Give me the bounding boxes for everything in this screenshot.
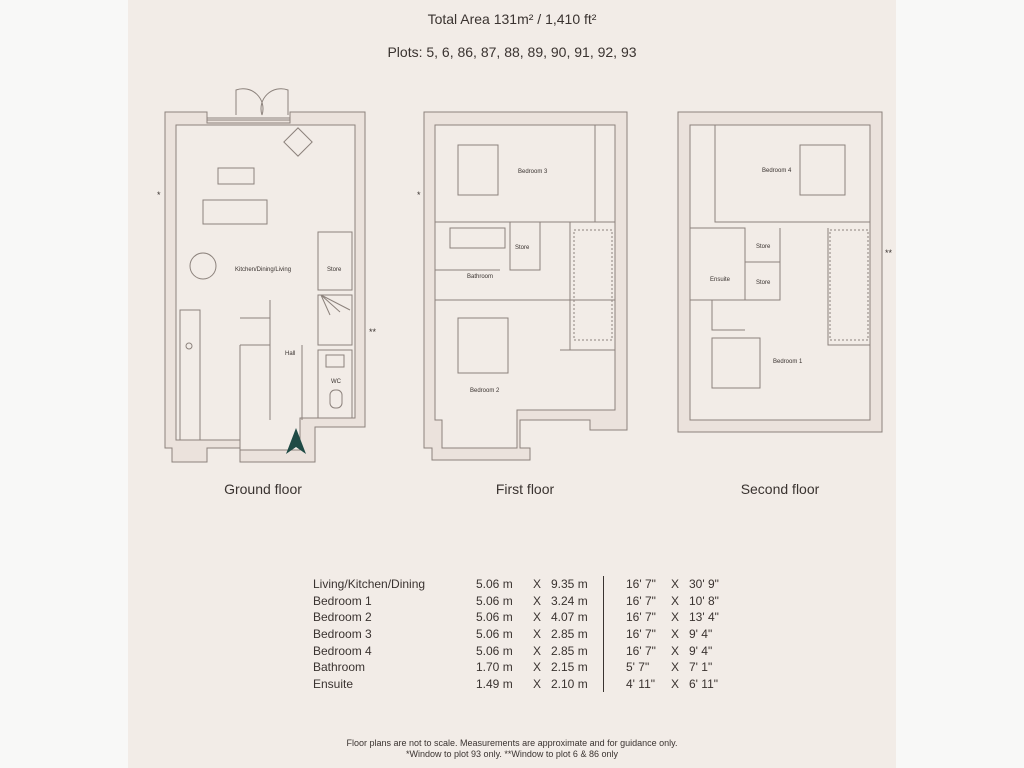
metric-length: 2.85 m: [551, 627, 588, 642]
imperial-length: 30' 9": [689, 577, 719, 592]
divider: [604, 609, 627, 626]
floor-label-first: First floor: [495, 481, 555, 497]
room-label: Store: [756, 280, 771, 286]
times-sign: X: [671, 577, 680, 592]
metric-width: 5.06 m: [476, 610, 513, 625]
metric-width: 1.49 m: [476, 676, 513, 691]
imperial-length: 6' 11": [689, 676, 719, 691]
imperial-width: 16' 7": [626, 643, 656, 658]
imperial-length: 10' 8": [689, 593, 719, 608]
room-label: Kitchen/Dining/Living: [235, 267, 292, 273]
times-sign: X: [533, 593, 542, 608]
room-label: WC: [331, 379, 341, 385]
room-label: Ensuite: [710, 277, 731, 283]
imperial-width: 16' 7": [626, 627, 656, 642]
room-label: Bedroom 1: [773, 359, 803, 365]
times-sign: X: [671, 643, 680, 658]
metric-width: 5.06 m: [476, 593, 513, 608]
room-label: Bedroom 3: [518, 169, 548, 175]
imperial-width: 4' 11": [626, 676, 656, 691]
dimensions-table: [313, 576, 719, 692]
divider: [604, 642, 627, 659]
metric-length: 2.15 m: [551, 660, 588, 675]
metric-length: 3.24 m: [551, 593, 588, 608]
imperial-width: 5' 7": [626, 660, 650, 675]
divider: [604, 593, 627, 610]
metric-length: 2.85 m: [551, 643, 588, 658]
room-name: Bedroom 4: [313, 643, 372, 658]
imperial-width: 16' 7": [626, 593, 656, 608]
times-sign: X: [671, 610, 680, 625]
imperial-width: 16' 7": [626, 577, 656, 592]
imperial-length: 9' 4": [689, 627, 713, 642]
total-area: Total Area 131m² / 1,410 ft²: [427, 11, 597, 27]
divider: [604, 659, 627, 676]
room-label: Store: [515, 245, 530, 251]
room-label: Hall: [285, 351, 296, 357]
times-sign: X: [671, 676, 680, 691]
metric-width: 5.06 m: [476, 643, 513, 658]
room-label: Store: [756, 244, 771, 250]
window-marker: **: [885, 248, 893, 258]
times-sign: X: [533, 643, 542, 658]
dimension-row: [313, 576, 719, 593]
metric-width: 5.06 m: [476, 577, 513, 592]
room-label: Bedroom 2: [470, 388, 500, 394]
dimension-row: [313, 593, 719, 610]
room-name: Bedroom 3: [313, 627, 372, 642]
metric-length: 4.07 m: [551, 610, 588, 625]
room-label: Store: [327, 267, 342, 273]
floor-label-ground: Ground floor: [224, 481, 302, 497]
window-marker: *: [417, 190, 421, 200]
imperial-length: 7' 1": [689, 660, 713, 675]
dimension-row: [313, 642, 719, 659]
times-sign: X: [533, 627, 542, 642]
times-sign: X: [533, 577, 542, 592]
divider: [604, 576, 627, 593]
dimension-row: [313, 676, 719, 693]
floor-plans: [128, 0, 896, 520]
disclaimer: [128, 738, 896, 760]
first-floor-plan: [417, 112, 627, 460]
divider: [604, 676, 627, 693]
window-marker: **: [369, 327, 377, 337]
metric-length: 9.35 m: [551, 577, 588, 592]
divider: [604, 626, 627, 643]
dimension-row: [313, 626, 719, 643]
room-name: Ensuite: [313, 676, 354, 691]
dimension-row: [313, 659, 719, 676]
imperial-width: 16' 7": [626, 610, 656, 625]
floor-label-second: Second floor: [740, 481, 820, 497]
times-sign: X: [533, 676, 542, 691]
window-marker: *: [157, 190, 161, 200]
imperial-length: 9' 4": [689, 643, 713, 658]
disclaimer-line: Floor plans are not to scale. Measurements are approximate and for guidance only.: [346, 738, 678, 748]
room-name: Bathroom: [313, 660, 366, 675]
room-name: Living/Kitchen/Dining: [313, 577, 426, 592]
second-floor-plan: [678, 112, 893, 432]
metric-length: 2.10 m: [551, 676, 588, 691]
disclaimer-line: *Window to plot 93 only. **Window to plot 6 & 86 only: [406, 749, 618, 759]
metric-width: 5.06 m: [476, 627, 513, 642]
metric-width: 1.70 m: [476, 660, 513, 675]
floorplan-panel: [128, 0, 896, 768]
times-sign: X: [533, 610, 542, 625]
room-name: Bedroom 1: [313, 593, 372, 608]
room-name: Bedroom 2: [313, 610, 372, 625]
room-label: Bedroom 4: [762, 168, 792, 174]
dimension-row: [313, 609, 719, 626]
plots-list: Plots: 5, 6, 86, 87, 88, 89, 90, 91, 92, 93: [387, 44, 637, 60]
imperial-length: 13' 4": [689, 610, 719, 625]
times-sign: X: [671, 593, 680, 608]
times-sign: X: [671, 660, 680, 675]
ground-floor-plan: [157, 89, 377, 462]
room-label: Bathroom: [467, 274, 494, 280]
times-sign: X: [671, 627, 680, 642]
times-sign: X: [533, 660, 542, 675]
